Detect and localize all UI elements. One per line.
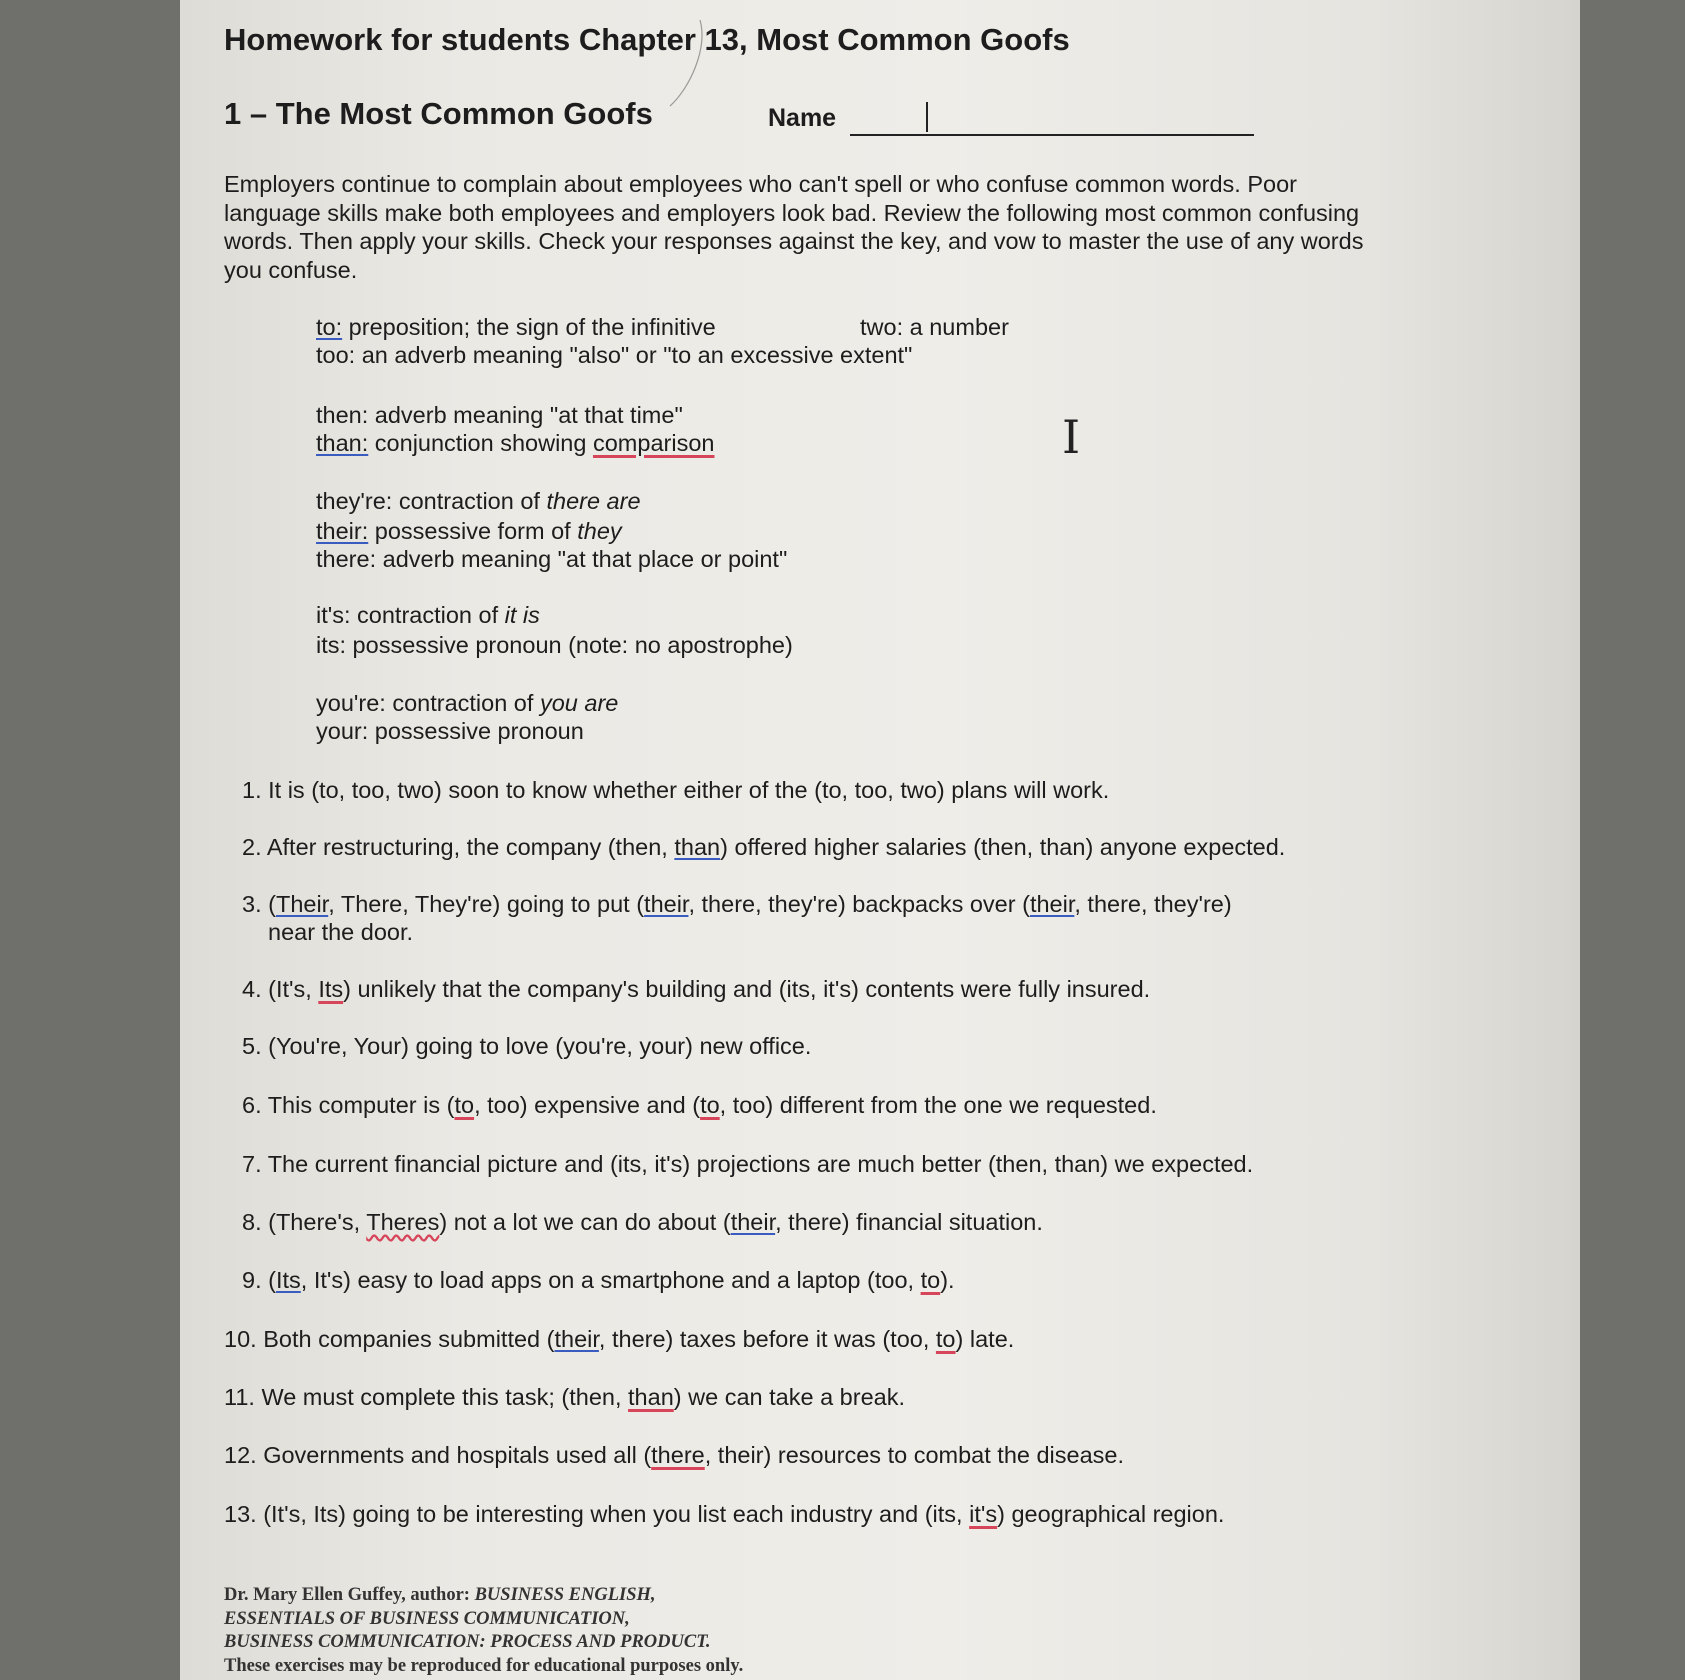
- footer-line-3: BUSINESS COMMUNICATION: PROCESS AND PRODUCT.: [224, 1632, 711, 1652]
- exercise-1: 1. It is (to, too, two) soon to know whether either of the (to, too, two) plans will work.: [242, 777, 1110, 803]
- worksheet-page: [180, 0, 1580, 1680]
- page-title: Homework for students Chapter 13, Most Common Goofs: [224, 22, 1070, 57]
- spell-flag-wavy: Theres: [366, 1209, 440, 1235]
- def-its-possessive: its: possessive pronoun (note: no apostrophe): [316, 632, 793, 658]
- exercise-10: 10. Both companies submitted (their, there) taxes before it was (too, to) late.: [224, 1326, 1015, 1352]
- word-than: than:: [316, 430, 369, 456]
- exercise-12: 12. Governments and hospitals used all (there, their) resources to combat the disease.: [224, 1442, 1125, 1468]
- exercise-5: 5. (You're, Your) going to love (you're, your) new office.: [242, 1033, 812, 1059]
- answer-mark: Their: [275, 891, 329, 917]
- answer-mark: Its: [275, 1267, 301, 1293]
- spell-flag-comparison: comparison: [592, 430, 715, 456]
- word-their: their:: [316, 518, 369, 544]
- word-to: to:: [316, 314, 343, 340]
- exercise-13: 13. (It's, Its) going to be interesting when you list each industry and (its, it's) geographical region.: [224, 1501, 1225, 1527]
- spell-flag: to: [454, 1092, 475, 1118]
- exercise-3: 3. (Their, There, They're) going to put (their, there, they're) backpacks over (their, there, they're): [242, 891, 1232, 917]
- footer-line-4: These exercises may be reproduced for educational purposes only.: [224, 1655, 744, 1676]
- exercise-4: 4. (It's, Its) unlikely that the company's building and (its, it's) contents were fully insured.: [242, 976, 1151, 1002]
- answer-mark: than: [674, 834, 721, 860]
- answer-mark: their: [1029, 891, 1075, 917]
- def-their: their: possessive form of they: [316, 518, 622, 544]
- spell-flag: there: [651, 1442, 705, 1468]
- name-field[interactable]: [850, 104, 1254, 136]
- def-to: to: preposition; the sign of the infinitive: [316, 314, 716, 340]
- def-two: two: a number: [860, 314, 1009, 340]
- exercise-11: 11. We must complete this task; (then, than) we can take a break.: [224, 1384, 905, 1410]
- section-title: 1 – The Most Common Goofs: [224, 96, 653, 131]
- exercise-9: 9. (Its, It's) easy to load apps on a smartphone and a laptop (too, to).: [242, 1267, 955, 1293]
- text-cursor: [926, 102, 928, 132]
- spell-flag: to: [920, 1267, 941, 1293]
- answer-mark: their: [644, 891, 689, 917]
- spell-flag: it's: [969, 1501, 998, 1527]
- def-youre: you're: contraction of you are: [316, 690, 619, 716]
- footer-credit: [224, 1584, 1024, 1678]
- def-than: than: conjunction showing comparison: [316, 430, 715, 456]
- def-its-contraction: it's: contraction of it is: [316, 602, 540, 628]
- def-theyre: they're: contraction of there are: [316, 488, 641, 514]
- def-then: then: adverb meaning "at that time": [316, 402, 683, 428]
- exercise-3-continued: near the door.: [268, 919, 414, 945]
- mouse-ibeam-cursor: I: [1062, 410, 1081, 464]
- spell-flag: than: [628, 1384, 674, 1410]
- spell-flag: to: [700, 1092, 720, 1118]
- footer-line-1: Dr. Mary Ellen Guffey, author: BUSINESS ENGLISH,: [224, 1585, 656, 1605]
- answer-mark: their: [730, 1209, 776, 1235]
- footer-line-2: ESSENTIALS OF BUSINESS COMMUNICATION,: [224, 1608, 630, 1629]
- exercise-6: 6. This computer is (to, too) expensive and (to, too) different from the one we requested.: [242, 1092, 1157, 1118]
- intro-paragraph: Employers continue to complain about employees who can't spell or who confuse common words. Poor language skills make both employees and employers look bad. Review the following most common confusing words. Then apply your skills. Check your responses against the key, and vow to master the use of any words you confuse.: [224, 171, 1364, 283]
- name-label: Name: [768, 104, 837, 132]
- spell-flag: Its: [318, 976, 344, 1002]
- spell-flag: to: [935, 1326, 956, 1352]
- exercise-7: 7. The current financial picture and (its, it's) projections are much better (then, than) we expected.: [242, 1151, 1254, 1177]
- exercise-8: 8. (There's, Theres) not a lot we can do about (their, there) financial situation.: [242, 1209, 1043, 1235]
- def-too: too: an adverb meaning "also" or "to an excessive extent": [316, 342, 913, 368]
- def-your: your: possessive pronoun: [316, 718, 584, 744]
- exercise-2: 2. After restructuring, the company (then, than) offered higher salaries (then, than) anyone expected.: [242, 834, 1286, 860]
- answer-mark: their: [554, 1326, 599, 1352]
- def-there: there: adverb meaning "at that place or point": [316, 546, 788, 572]
